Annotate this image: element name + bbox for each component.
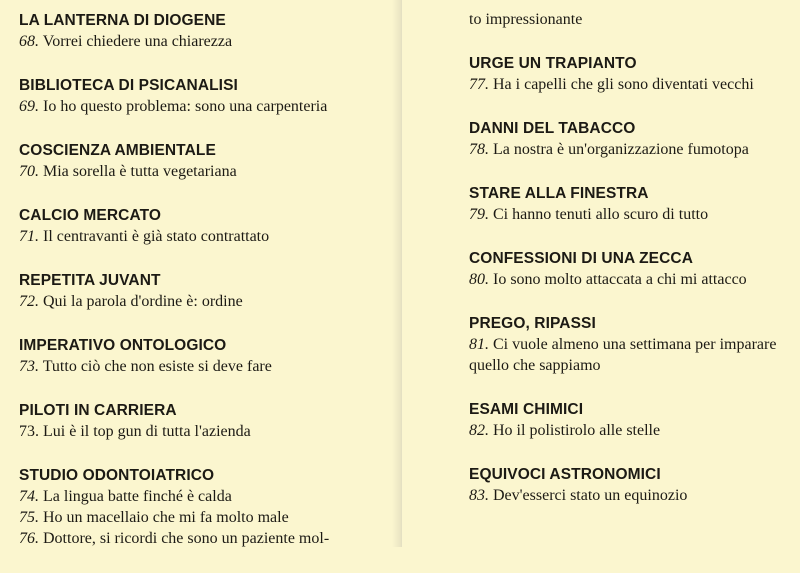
entry [19, 271, 400, 312]
entry-text: Vorrei chiedere una chiarezza [42, 33, 233, 50]
entry-line [469, 485, 800, 506]
entry-number: 76. [19, 530, 39, 547]
entry-line [19, 31, 400, 52]
entry [469, 184, 800, 225]
entry-line [19, 486, 400, 507]
entry-title: ESAMI CHIMICI [469, 401, 584, 418]
entry-text: La nostra è un'organizzazione fumotopa [493, 141, 749, 158]
entry-title: URGE UN TRAPIANTO [469, 55, 637, 72]
entry-title: PREGO, RIPASSI [469, 315, 596, 332]
entry-title: REPETITA JUVANT [19, 272, 161, 289]
entry-line [469, 420, 800, 441]
entry-text: Io sono molto attaccata a chi mi attacco [493, 271, 747, 288]
entry-line [19, 421, 400, 442]
entry-number: 73. [19, 358, 39, 375]
entry [19, 76, 400, 117]
entry-line [19, 291, 400, 312]
entry-text: Ho un macellaio che mi fa molto male [43, 509, 289, 526]
entry-line [469, 74, 800, 95]
entry-text: Lui è il top gun di tutta l'azienda [43, 423, 251, 440]
entry-line [469, 204, 800, 225]
entry-number: 75. [19, 509, 39, 526]
entry-title: EQUIVOCI ASTRONOMICI [469, 466, 661, 483]
entry-text: Dottore, si ricordi che sono un paziente mol- [43, 530, 330, 547]
entry-text: Mia sorella è tutta vegetariana [43, 163, 237, 180]
entry-number: 80. [469, 271, 489, 288]
entry [469, 400, 800, 441]
entry-text: Tutto ciò che non esiste si deve fare [42, 358, 272, 375]
entry-title: PILOTI IN CARRIERA [19, 402, 177, 419]
entry [19, 206, 400, 247]
entry-text: quello che sappiamo [469, 357, 601, 374]
left-page [0, 0, 400, 547]
entry-line [469, 334, 800, 355]
entry [469, 54, 800, 95]
entry-title: STUDIO ODONTOIATRICO [19, 467, 215, 484]
entry-number: 69. [19, 98, 39, 115]
entry-number: 70. [19, 163, 39, 180]
entry-text: Io ho questo problema: sono una carpenteria [43, 98, 328, 115]
entry-title: IMPERATIVO ONTOLOGICO [19, 337, 227, 354]
entry-title: BIBLIOTECA DI PSICANALISI [19, 77, 238, 94]
entry [19, 336, 400, 377]
entry-number: 73. [19, 423, 39, 440]
entry-text: Dev'esserci stato un equinozio [493, 487, 688, 504]
entry-line [19, 96, 400, 117]
entry-text: Il centravanti è già stato contrattato [43, 228, 270, 245]
entry-text: Ha i capelli che gli sono diventati vecchi [493, 76, 754, 93]
entry-number: 78. [469, 141, 489, 158]
entry-number: 82. [469, 422, 489, 439]
entry-title: CONFESSIONI DI UNA ZECCA [469, 250, 694, 267]
entry [469, 314, 800, 376]
entry-title: COSCIENZA AMBIENTALE [19, 142, 216, 159]
entry-number: 72. [19, 293, 39, 310]
entry-line [19, 356, 400, 377]
entry-number: 77. [469, 76, 489, 93]
entry [19, 466, 400, 549]
entry-number: 74. [19, 488, 39, 505]
entry [19, 141, 400, 182]
entry [469, 465, 800, 506]
entry-line [19, 507, 400, 528]
entry [469, 249, 800, 290]
entry-text: Qui la parola d'ordine è: ordine [43, 293, 243, 310]
entry-title: CALCIO MERCATO [19, 207, 162, 224]
entry-number: 83. [469, 487, 489, 504]
entry-line [469, 355, 800, 376]
entry-number: 79. [469, 206, 489, 223]
entry-text: La lingua batte finché è calda [43, 488, 232, 505]
entry-number: 81. [469, 336, 489, 353]
entry-text: Ho il polistirolo alle stelle [493, 422, 661, 439]
entry-title: LA LANTERNA DI DIOGENE [19, 12, 226, 29]
entry-line [19, 528, 400, 549]
entry-line [19, 161, 400, 182]
continuation-line: to impressionante [469, 11, 583, 28]
entry-line [469, 139, 800, 160]
entry-number: 71. [19, 228, 39, 245]
entry-title: DANNI DEL TABACCO [469, 120, 636, 137]
entry-line [469, 269, 800, 290]
entry-title: STARE ALLA FINESTRA [469, 185, 649, 202]
entry-number: 68. [19, 33, 39, 50]
right-page [402, 0, 800, 547]
entry [469, 119, 800, 160]
entry-line [19, 226, 400, 247]
entry [19, 11, 400, 52]
entry [19, 401, 400, 442]
entry-text: Ci vuole almeno una settimana per imparare [493, 336, 777, 353]
entry-text: Ci hanno tenuti allo scuro di tutto [493, 206, 709, 223]
